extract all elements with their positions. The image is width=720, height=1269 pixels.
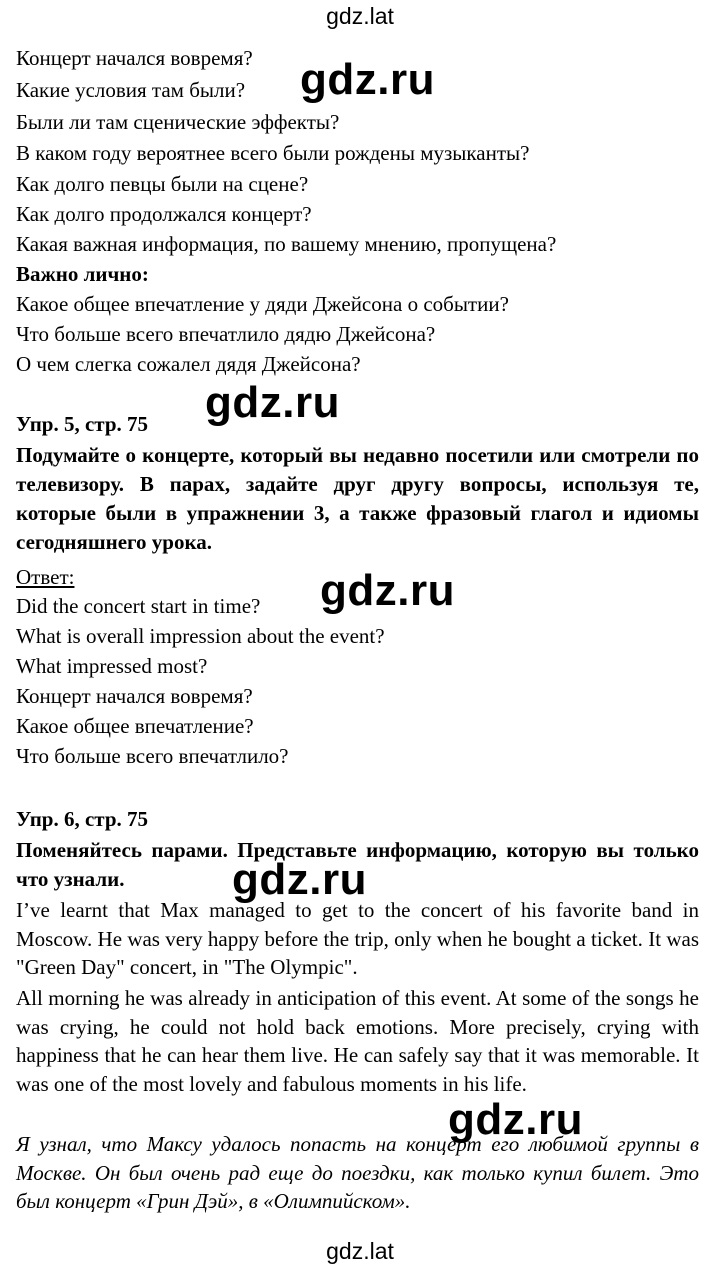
watermark: gdz.ru [320, 566, 455, 615]
ex6-paragraph-english-1: I’ve learnt that Max managed to get to the concert of his favorite band in Moscow. He was very happy before the trip, only when he bought a ticket. It was "Green Day" concert, in "The Olympic". [16, 898, 699, 979]
watermark: gdz.ru [232, 855, 367, 904]
site-header: gdz.lat [326, 3, 394, 29]
answer-label: Ответ: [16, 565, 75, 589]
answer-line: Какое общее впечатление? [16, 714, 254, 738]
ex6-paragraph-english-2: All morning he was already in anticipation of this event. At some of the songs he was crying, he could not hold back emotions. More precisely, crying with happiness that he can hear them live. He can safely say that it was memorable. It was one of the most lovely and fabulous moments in his life. [16, 986, 699, 1096]
question-line: Какая важная информация, по вашему мнению, пропущена? [16, 232, 557, 256]
question-line: Как долго певцы были на сцене? [16, 172, 309, 196]
personal-heading: Важно лично: [16, 262, 149, 286]
answer-line: What is overall impression about the event? [16, 624, 385, 648]
answer-line: Что больше всего впечатлило? [16, 744, 289, 768]
answer-line: What impressed most? [16, 654, 208, 678]
answer-line: Концерт начался вовремя? [16, 684, 253, 708]
watermark: gdz.ru [205, 378, 340, 427]
watermark: gdz.ru [448, 1095, 583, 1144]
question-line: Были ли там сценические эффекты? [16, 110, 340, 134]
ex6-heading: Упр. 6, стр. 75 [16, 807, 149, 831]
question-line: О чем слегка сожалел дядя Джейсона? [16, 352, 361, 376]
site-footer: gdz.lat [326, 1238, 394, 1264]
ex6-task: Поменяйтесь парами. Представьте информацию, которую вы только что узнали. [16, 838, 699, 891]
question-line: В каком году вероятнее всего были рождены музыканты? [16, 141, 530, 165]
answer-line: Did the concert start in time? [16, 594, 261, 618]
ex6-paragraph-russian: Я узнал, что Максу удалось попасть на концерт его любимой группы в Москве. Он был очень рад еще до поездки, как только купил билет. Это был концерт «Грин Дэй», в «Олимпийском». [16, 1132, 699, 1213]
question-line: Как долго продолжался концерт? [16, 202, 312, 226]
question-line: Концерт начался вовремя? [16, 46, 253, 70]
ex5-heading: Упр. 5, стр. 75 [16, 412, 149, 436]
question-line: Какие условия там были? [16, 78, 246, 102]
question-line: Что больше всего впечатлило дядю Джейсона? [16, 322, 436, 346]
question-line: Какое общее впечатление у дяди Джейсона о событии? [16, 292, 509, 316]
watermark: gdz.ru [300, 55, 435, 104]
ex5-task: Подумайте о концерте, который вы недавно посетили или смотрели по телевизору. В парах, задайте друг другу вопросы, используя те, которые были в упражнении 3, а также фразовый глагол и идиомы сегодняшнего урока. [16, 443, 699, 554]
